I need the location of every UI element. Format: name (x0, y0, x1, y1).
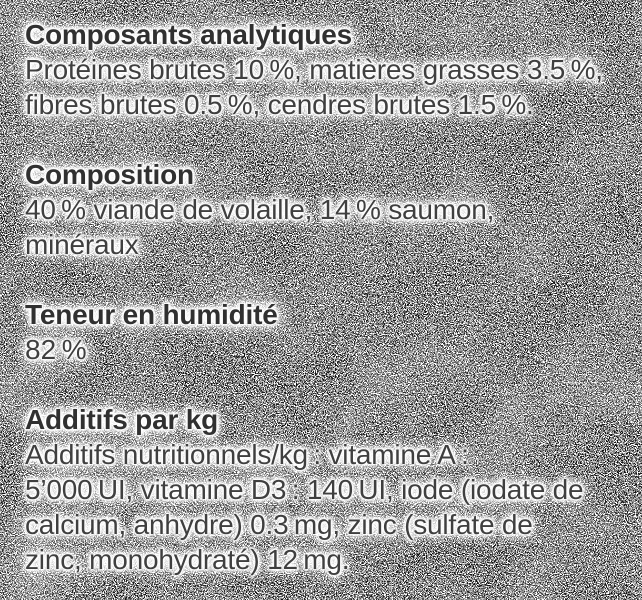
section-heading: Composition (25, 159, 194, 190)
section-heading: Teneur en humidité (25, 299, 278, 330)
text-line: calcium, anhydre) 0.3 mg, zinc (sulfate de (25, 509, 533, 540)
text-line: minéraux (25, 229, 139, 260)
section-teneur-en-humidite (25, 297, 642, 367)
section-additifs-par-kg (25, 402, 642, 577)
section-composition (25, 157, 642, 262)
text-line: 5’000 UI, vitamine D3 : 140 UI, iode (iodate de (25, 474, 584, 505)
section-heading: Composants analytiques (25, 19, 353, 50)
section-composants-analytiques (25, 17, 642, 122)
text-line: Additifs nutritionnels/kg : vitamine A : (25, 439, 469, 470)
text-line: zinc, monohydraté) 12 mg. (25, 544, 350, 575)
section-heading: Additifs par kg (25, 404, 219, 435)
text-line: 40 % viande de volaille, 14 % saumon, (25, 194, 495, 225)
text-line: Protéines brutes 10 %, matières grasses 3.5 %, (25, 54, 603, 85)
text-line: fibres brutes 0.5 %, cendres brutes 1.5 %. (25, 89, 534, 120)
text-line: 82 % (25, 334, 87, 365)
